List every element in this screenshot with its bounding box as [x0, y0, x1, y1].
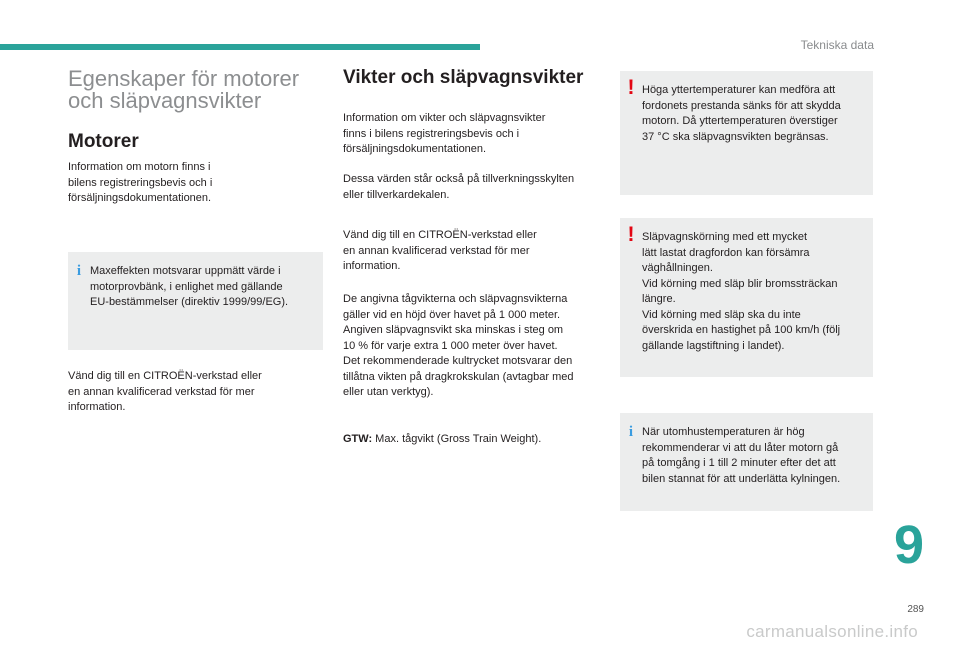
text-line: EU-bestämmelser (direktiv 1999/99/EG). — [90, 296, 289, 308]
text-line: överskrida en hastighet på 100 km/h (följ — [642, 324, 841, 336]
weights-contact — [343, 228, 537, 275]
chapter-number: 9 — [893, 515, 924, 575]
text-line: bilen stannat för att underlätta kylningen. — [642, 472, 841, 485]
engines-intro — [68, 160, 212, 207]
warning-box-high-temperature — [620, 71, 873, 195]
text-line: Vänd dig till en CITROËN-verkstad eller — [343, 229, 537, 241]
text-line: väghållningen. — [642, 262, 713, 274]
text-line: gäller vid en höjd över havet på 1 000 meter. — [343, 308, 561, 321]
watermark: carmanualsonline.info — [746, 622, 918, 641]
text-line: lätt lastat dragfordon kan försämra — [642, 246, 810, 259]
text-line: en annan kvalificerad verkstad för mer — [343, 244, 530, 257]
info-box-cooling — [620, 413, 873, 511]
text-line: information. — [68, 401, 126, 413]
text-line: information. — [343, 260, 401, 272]
page-number: 289 — [907, 604, 924, 615]
text-line: Vid körning med släp blir bromssträckan — [642, 277, 838, 290]
info-box-max-power — [68, 252, 323, 350]
text-line: på tomgång i 1 till 2 minuter efter det att — [642, 457, 836, 469]
section-title: Tekniska data — [800, 38, 874, 52]
text-line: Det rekommenderade kultrycket motsvarar den — [343, 355, 573, 367]
text-line: fordonets prestanda sänks för att skydda — [642, 99, 841, 112]
text-line: eller utan verktyg). — [343, 386, 434, 398]
title-line: Egenskaper för motorer — [68, 66, 300, 91]
text-line: 10 % för varje extra 1 000 meter över havet. — [343, 339, 558, 352]
text-line: eller tillverkardekalen. — [343, 188, 450, 201]
text-line: Maxeffekten motsvarar uppmätt värde i — [90, 265, 281, 277]
engines-contact — [68, 369, 262, 416]
title-line: och släpvagnsvikter — [68, 88, 262, 113]
engines-heading: Motorer — [68, 131, 139, 152]
gtw-text: Max. tågvikt (Gross Train Weight). — [372, 433, 542, 445]
text-line: försäljningsdokumentationen. — [343, 143, 487, 155]
weights-altitude-note — [343, 292, 574, 401]
warning-icon: ! — [627, 223, 635, 246]
text-line: motorprovbänk, i enlighet med gällande — [90, 280, 283, 293]
text-line: 37 °C ska släpvagnsvikten begränsas. — [642, 130, 829, 143]
text-line: gällande lagstiftning i landet). — [642, 339, 785, 352]
text-line: motorn. Då yttertemperaturen överstiger — [642, 115, 838, 127]
info-icon: i — [628, 424, 634, 440]
text-line: Information om vikter och släpvagnsvikter — [343, 112, 546, 124]
text-line: rekommenderar vi att du låter motorn gå — [642, 441, 839, 454]
warning-box-towing — [620, 218, 873, 377]
weights-plate-note — [343, 172, 574, 203]
text-line: Vänd dig till en CITROËN-verkstad eller — [68, 370, 262, 382]
page-title — [68, 68, 328, 112]
gtw-label: GTW: — [343, 433, 373, 445]
text-line: tillåtna vikten på dragkrokskulan (avtagbar med — [343, 370, 574, 383]
weights-intro — [343, 111, 545, 158]
text-line: längre. — [642, 293, 676, 305]
text-line: försäljningsdokumentationen. — [68, 192, 212, 204]
text-line: Information om motorn finns i — [68, 161, 211, 173]
text-line: När utomhustemperaturen är hög — [642, 426, 805, 438]
text-line — [343, 432, 541, 448]
text-line: Släpvagnskörning med ett mycket — [642, 231, 808, 243]
text-line: en annan kvalificerad verkstad för mer — [68, 385, 255, 398]
info-icon: i — [76, 263, 82, 279]
warning-icon: ! — [627, 76, 635, 99]
text-line: Angiven släpvagnsvikt ska minskas i steg om — [343, 324, 564, 336]
gtw-definition — [343, 432, 541, 448]
text-line: Dessa värden står också på tillverkningsskylten — [343, 173, 575, 185]
text-line: finns i bilens registreringsbevis och i — [343, 127, 520, 140]
text-line: De angivna tågvikterna och släpvagnsvikterna — [343, 293, 568, 305]
header-accent-bar — [0, 44, 480, 50]
weights-heading: Vikter och släpvagnsvikter — [343, 67, 584, 88]
text-line: Vid körning med släp ska du inte — [642, 308, 801, 321]
text-line: Höga yttertemperaturer kan medföra att — [642, 84, 836, 96]
text-line: bilens registreringsbevis och i — [68, 176, 213, 189]
